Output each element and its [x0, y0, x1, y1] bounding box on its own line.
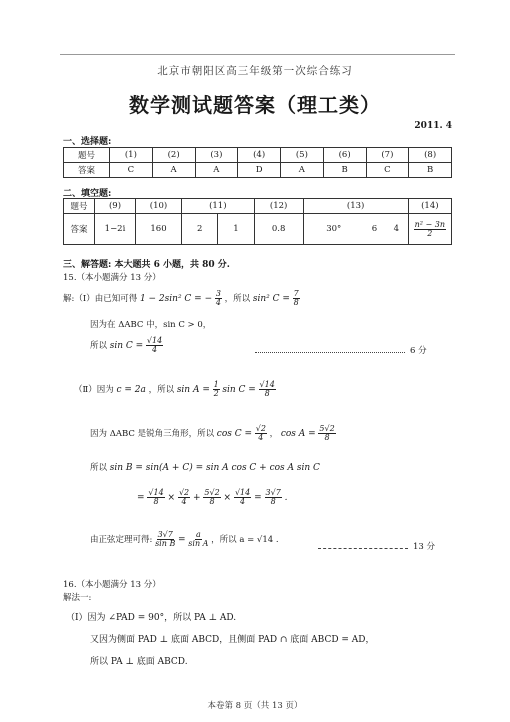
answer-cell: 160: [136, 214, 182, 245]
question-number: (8): [409, 148, 452, 163]
answer-cell: 30°: [303, 214, 364, 245]
answer-cell: [408, 214, 451, 245]
question-number: (14): [408, 199, 451, 214]
q15-part2-step5: 由正弦定理可得: $\frac{3√7}{\text{sin B}}$ = $\frac{a}{\text{sin A}}$ ，所以 a = √14 .: [90, 530, 279, 548]
q16-label: 16.（本小题满分 13 分）: [63, 580, 161, 590]
answer-cell: C: [110, 163, 153, 178]
dashed-leader: [318, 548, 408, 549]
answer-cell: 0.8: [254, 214, 303, 245]
question-number: (4): [238, 148, 281, 163]
answer-cell: 1: [218, 214, 254, 245]
q15-part2-step4: = $\frac{√14}{8}$ × $\frac{√2}{4}$ + $\frac{5√2}{8}$ × $\frac{√14}{4}$ = $\frac{3√7}{8}$ .: [137, 488, 288, 506]
q16-method: 解法一:: [63, 593, 92, 603]
exam-date: 2011. 4: [414, 121, 452, 131]
table-row: [64, 148, 452, 163]
fill-answer-table: [63, 198, 452, 245]
q15-step1: 解:（Ⅰ）由已知可得 1 − 2sin² C = − $\frac{3}{4}$ ，所以 sin² C = $\frac{7}{8}$: [63, 289, 299, 307]
question-number: (13): [303, 199, 408, 214]
q15-step2: 因为在 ΔABC 中，sin C > 0，: [90, 320, 212, 330]
question-number: (2): [152, 148, 195, 163]
row-label: 答案: [64, 214, 95, 245]
table-row: [64, 214, 452, 245]
page-title: 数学测试题答案（理工类）: [129, 93, 381, 117]
question-number: (7): [366, 148, 409, 163]
question-number: (5): [281, 148, 324, 163]
top-rule: [60, 54, 455, 55]
row-label: 题号: [64, 148, 110, 163]
q15-part2-step3: 所以 sin B = sin(A + C) = sin A cos C + cos A sin C: [90, 463, 320, 473]
exam-header: 北京市朝阳区高三年级第一次综合练习: [157, 65, 353, 77]
section3-heading: 三、解答题: 本大题共 6 小题，共 80 分.: [63, 260, 230, 270]
q15-step3: 所以 sin C = $\frac{√14}{4}$: [90, 336, 163, 354]
answer-cell: 4: [385, 214, 408, 245]
row-label: 题号: [64, 199, 95, 214]
answer-cell: A: [281, 163, 324, 178]
choice-answer-table: [63, 147, 452, 178]
q15-label: 15.（本小题满分 13 分）: [63, 273, 161, 283]
table-row: [64, 199, 452, 214]
answer-cell: 2: [182, 214, 218, 245]
answer-cell: B: [409, 163, 452, 178]
table-row: [64, 163, 452, 178]
section1-heading: 一、选择题:: [63, 137, 112, 147]
score-mark: 13 分: [413, 542, 436, 552]
question-number: (1): [110, 148, 153, 163]
answer-cell: A: [195, 163, 238, 178]
question-number: (11): [182, 199, 255, 214]
answer-cell: B: [323, 163, 366, 178]
question-number: (6): [323, 148, 366, 163]
question-number: (10): [136, 199, 182, 214]
question-number: (3): [195, 148, 238, 163]
answer-cell: A: [152, 163, 195, 178]
answer-cell: D: [238, 163, 281, 178]
page-footer: 本卷第 8 页（共 13 页）: [207, 701, 303, 711]
question-number: (9): [95, 199, 136, 214]
q16-step1: （Ⅰ）因为 ∠PAD = 90°，所以 PA ⊥ AD.: [66, 613, 237, 623]
q16-step2: 又因为侧面 PAD ⊥ 底面 ABCD，且侧面 PAD ∩ 底面 ABCD = AD，: [90, 635, 375, 645]
score-mark: 6 分: [410, 346, 427, 356]
q15-part2-step1: （Ⅱ）因为 c = 2a ，所以 sin A = $\frac{1}{2}$ sin C = $\frac{√14}{8}$: [74, 380, 275, 398]
question-number: (12): [254, 199, 303, 214]
q16-step3: 所以 PA ⊥ 底面 ABCD.: [90, 657, 188, 667]
dotted-leader: [255, 352, 405, 353]
section2-heading: 二、填空题:: [63, 189, 112, 199]
answer-cell: 1−2i: [95, 214, 136, 245]
fraction: $\frac{\text{n² − 3n}}{2}$: [414, 219, 446, 238]
q15-part2-step2: 因为 ΔABC 是锐角三角形，所以 cos C = $\frac{√2}{4}$ ， cos A = $\frac{5√2}{8}$: [90, 424, 335, 442]
answer-cell: C: [366, 163, 409, 178]
row-label: 答案: [64, 163, 110, 178]
answer-cell: 6: [364, 214, 385, 245]
